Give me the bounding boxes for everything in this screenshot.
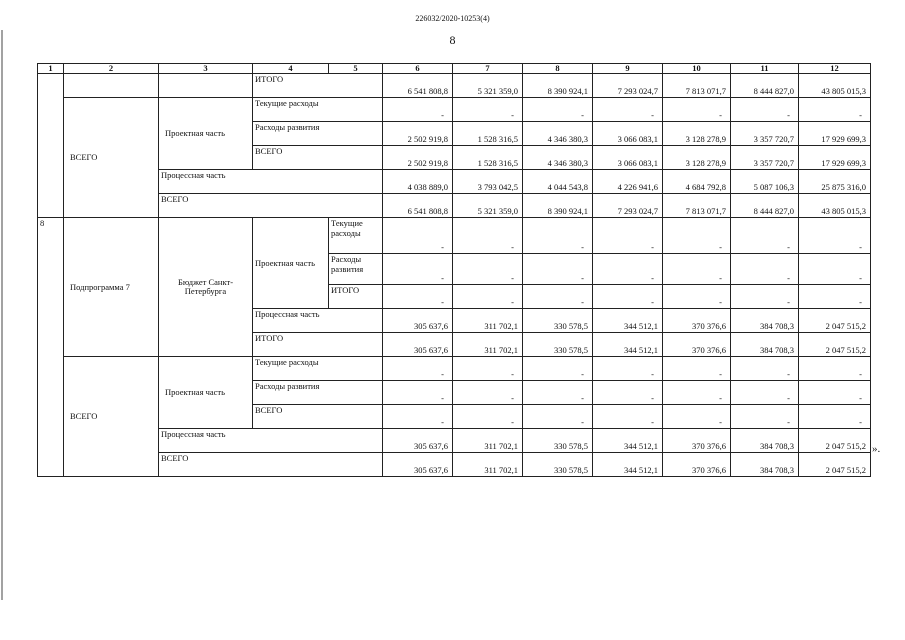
value-cell: -: [731, 285, 799, 309]
value-cell: 1 528 316,5: [453, 122, 523, 146]
table-row: [38, 357, 871, 381]
value-cell: 2 047 515,2: [799, 333, 871, 357]
value-cell: 2 502 919,8: [383, 146, 453, 170]
row-label-itogo: ИТОГО: [329, 285, 383, 309]
value-cell: -: [593, 381, 663, 405]
value-cell: 2 047 515,2: [799, 453, 871, 477]
value-cell: 330 578,5: [523, 453, 593, 477]
value-cell: -: [383, 405, 453, 429]
value-cell: -: [799, 98, 871, 122]
row-label-vsego: ВСЕГО: [159, 194, 383, 218]
value-cell: 311 702,1: [453, 309, 523, 333]
value-cell: 344 512,1: [593, 309, 663, 333]
value-cell: 7 813 071,7: [663, 74, 731, 98]
value-cell: 5 321 359,0: [453, 194, 523, 218]
value-cell: -: [453, 218, 523, 254]
table-row: [38, 98, 871, 122]
column-header: 3: [159, 64, 253, 74]
value-cell: -: [383, 218, 453, 254]
value-cell: 4 044 543,8: [523, 170, 593, 194]
value-cell: 6 541 808,8: [383, 74, 453, 98]
value-cell: 6 541 808,8: [383, 194, 453, 218]
value-cell: -: [731, 98, 799, 122]
value-cell: -: [663, 218, 731, 254]
value-cell: -: [523, 98, 593, 122]
document-number: 226032/2020-10253(4): [415, 14, 490, 23]
value-cell: -: [453, 405, 523, 429]
value-cell: 43 805 015,3: [799, 194, 871, 218]
value-cell: 344 512,1: [593, 333, 663, 357]
value-cell: 7 813 071,7: [663, 194, 731, 218]
value-cell: 305 637,6: [383, 453, 453, 477]
value-cell: -: [523, 405, 593, 429]
page-number: 8: [449, 33, 456, 47]
value-cell: 384 708,3: [731, 309, 799, 333]
column-header: 9: [593, 64, 663, 74]
value-cell: -: [453, 357, 523, 381]
column-header: 11: [731, 64, 799, 74]
column-header: 10: [663, 64, 731, 74]
table-row: [38, 429, 871, 453]
value-cell: -: [731, 357, 799, 381]
value-cell: -: [593, 357, 663, 381]
row-label-vsego: ВСЕГО: [253, 405, 383, 429]
value-cell: 370 376,6: [663, 429, 731, 453]
value-cell: 311 702,1: [453, 429, 523, 453]
row-label-razvitiya: Расходы развития: [329, 254, 383, 285]
column-header: 2: [64, 64, 159, 74]
funding-source-label: Бюджет Санкт-Петербурга: [159, 218, 253, 357]
value-cell: 3 128 278,9: [663, 122, 731, 146]
value-cell: 17 929 699,3: [799, 122, 871, 146]
row-label-tekushchie: Текущие расходы: [253, 98, 383, 122]
table-row: [38, 453, 871, 477]
value-cell: 4 226 941,6: [593, 170, 663, 194]
value-cell: 4 346 380,3: [523, 122, 593, 146]
value-cell: 344 512,1: [593, 453, 663, 477]
row-label-tekushchie: Текущие расходы: [329, 218, 383, 254]
value-cell: 4 038 889,0: [383, 170, 453, 194]
value-cell: 311 702,1: [453, 333, 523, 357]
value-cell: -: [523, 357, 593, 381]
table-row: [38, 74, 871, 98]
closing-quote-mark: ».: [872, 443, 881, 455]
value-cell: -: [593, 254, 663, 285]
row-label-tekushchie: Текущие расходы: [253, 357, 383, 381]
value-cell: -: [799, 285, 871, 309]
value-cell: 5 087 106,3: [731, 170, 799, 194]
value-cell: -: [799, 254, 871, 285]
table-row: [38, 194, 871, 218]
value-cell: 2 047 515,2: [799, 309, 871, 333]
value-cell: -: [731, 218, 799, 254]
value-cell: 4 346 380,3: [523, 146, 593, 170]
value-cell: 3 357 720,7: [731, 146, 799, 170]
row-number-cell: [38, 74, 64, 218]
column-header: 12: [799, 64, 871, 74]
value-cell: 330 578,5: [523, 429, 593, 453]
value-cell: -: [799, 405, 871, 429]
column-header: 5: [329, 64, 383, 74]
row-label-razvitiya: Расходы развития: [253, 122, 383, 146]
value-cell: 4 684 792,8: [663, 170, 731, 194]
value-cell: 384 708,3: [731, 429, 799, 453]
value-cell: 8 390 924,1: [523, 194, 593, 218]
table-row: [38, 218, 871, 254]
value-cell: -: [731, 405, 799, 429]
value-cell: -: [663, 254, 731, 285]
subprogram-label: Подпрограмма 7: [64, 218, 159, 357]
value-cell: -: [663, 285, 731, 309]
value-cell: -: [663, 405, 731, 429]
value-cell: 17 929 699,3: [799, 146, 871, 170]
value-cell: 5 321 359,0: [453, 74, 523, 98]
value-cell: -: [453, 381, 523, 405]
value-cell: 2 502 919,8: [383, 122, 453, 146]
empty-cell: [64, 74, 159, 98]
value-cell: -: [383, 357, 453, 381]
value-cell: 384 708,3: [731, 453, 799, 477]
value-cell: -: [593, 218, 663, 254]
row-label-vsego: ВСЕГО: [159, 453, 383, 477]
value-cell: -: [523, 381, 593, 405]
value-cell: 330 578,5: [523, 309, 593, 333]
value-cell: 43 805 015,3: [799, 74, 871, 98]
row-number: 8: [38, 218, 64, 477]
row-label-itogo: ИТОГО: [253, 333, 383, 357]
table-row: [38, 170, 871, 194]
value-cell: 3 066 083,1: [593, 146, 663, 170]
value-cell: 305 637,6: [383, 333, 453, 357]
value-cell: -: [383, 254, 453, 285]
value-cell: -: [593, 98, 663, 122]
section-label-proektnaya: Проектная часть: [159, 357, 253, 429]
value-cell: -: [523, 218, 593, 254]
section-label-proektnaya: Проектная часть: [159, 98, 253, 170]
value-cell: -: [799, 357, 871, 381]
value-cell: 3 066 083,1: [593, 122, 663, 146]
value-cell: 2 047 515,2: [799, 429, 871, 453]
scan-edge-artifact: [1, 30, 3, 600]
value-cell: 3 793 042,5: [453, 170, 523, 194]
value-cell: -: [593, 285, 663, 309]
value-cell: 370 376,6: [663, 453, 731, 477]
value-cell: 344 512,1: [593, 429, 663, 453]
value-cell: 8 444 827,0: [731, 194, 799, 218]
column-header: 6: [383, 64, 453, 74]
value-cell: 3 128 278,9: [663, 146, 731, 170]
value-cell: 3 357 720,7: [731, 122, 799, 146]
value-cell: 8 390 924,1: [523, 74, 593, 98]
value-cell: 330 578,5: [523, 333, 593, 357]
value-cell: -: [731, 254, 799, 285]
row-label-processnaya: Процессная часть: [253, 309, 383, 333]
group-label-vsego: ВСЕГО: [64, 357, 159, 477]
section-label-proektnaya: Проектная часть: [253, 218, 329, 309]
value-cell: -: [663, 381, 731, 405]
value-cell: -: [523, 254, 593, 285]
value-cell: -: [663, 98, 731, 122]
row-label-itogo: ИТОГО: [253, 74, 383, 98]
row-label-razvitiya: Расходы развития: [253, 381, 383, 405]
value-cell: 305 637,6: [383, 309, 453, 333]
row-label-vsego: ВСЕГО: [253, 146, 383, 170]
column-header: 7: [453, 64, 523, 74]
value-cell: -: [453, 285, 523, 309]
value-cell: 384 708,3: [731, 333, 799, 357]
row-label-processnaya: Процессная часть: [159, 429, 383, 453]
column-header: 1: [38, 64, 64, 74]
group-label-vsego: ВСЕГО: [64, 98, 159, 218]
value-cell: -: [731, 381, 799, 405]
value-cell: -: [799, 381, 871, 405]
value-cell: -: [593, 405, 663, 429]
value-cell: 7 293 024,7: [593, 194, 663, 218]
value-cell: -: [383, 381, 453, 405]
column-header: 4: [253, 64, 329, 74]
value-cell: -: [453, 254, 523, 285]
column-number-row: [38, 64, 871, 74]
row-label-processnaya: Процессная часть: [159, 170, 383, 194]
empty-cell: [159, 74, 253, 98]
value-cell: 1 528 316,5: [453, 146, 523, 170]
value-cell: 305 637,6: [383, 429, 453, 453]
value-cell: 7 293 024,7: [593, 74, 663, 98]
value-cell: -: [383, 98, 453, 122]
budget-table: [37, 63, 871, 477]
column-header: 8: [523, 64, 593, 74]
value-cell: -: [663, 357, 731, 381]
value-cell: -: [453, 98, 523, 122]
value-cell: -: [383, 285, 453, 309]
value-cell: 25 875 316,0: [799, 170, 871, 194]
value-cell: 370 376,6: [663, 333, 731, 357]
value-cell: -: [523, 285, 593, 309]
value-cell: 8 444 827,0: [731, 74, 799, 98]
value-cell: 370 376,6: [663, 309, 731, 333]
value-cell: 311 702,1: [453, 453, 523, 477]
value-cell: -: [799, 218, 871, 254]
